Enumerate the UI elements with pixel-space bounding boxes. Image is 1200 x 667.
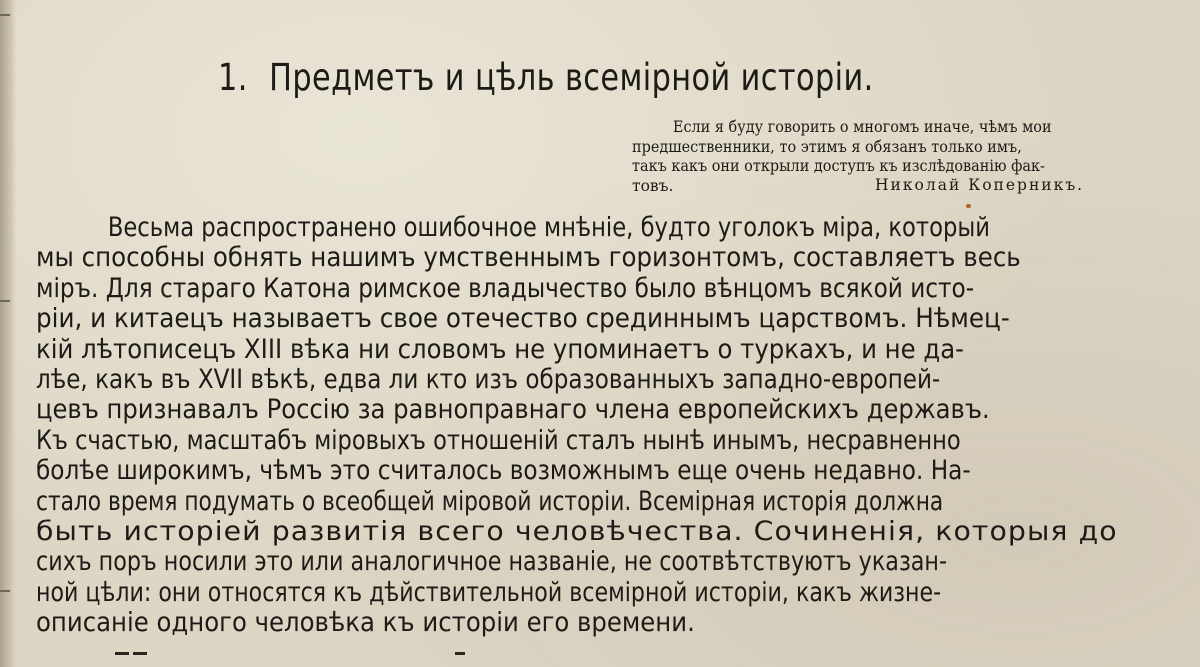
body-paragraph bbox=[36, 213, 1186, 638]
edge-mark bbox=[0, 590, 10, 592]
section-title: Предметъ и цѣль всемірной исторіи. bbox=[269, 56, 874, 99]
paragraph-line: стало время подумать о всеобщей міровой исторіи. Всемірная исторія должна bbox=[36, 485, 944, 517]
paragraph-line: описаніе одного человѣка къ исторіи его времени. bbox=[36, 607, 695, 639]
paragraph-line: сихъ поръ носили это или аналогичное названіе, не соотвѣтствуютъ указан- bbox=[36, 546, 948, 578]
edge-mark bbox=[0, 300, 10, 302]
paragraph-line: ріи, и китаецъ называетъ свое отечество срединнымъ царствомъ. Нѣмец- bbox=[36, 303, 1010, 335]
epigraph-line: товъ. bbox=[632, 176, 674, 195]
next-line-cutoff bbox=[115, 652, 475, 667]
epigraph-line: Если я буду говорить о многомъ иначе, чѣмъ мои bbox=[672, 118, 1052, 136]
paragraph-line: кій лѣтописецъ XIII вѣка ни словомъ не упоминаетъ о туркахъ, и не да- bbox=[36, 333, 964, 365]
paper-speck bbox=[966, 204, 971, 208]
paragraph-line: міръ. Для стараго Катона римское владычество было вѣнцомъ всякой исто- bbox=[36, 272, 975, 304]
section-heading bbox=[218, 54, 874, 102]
section-number: 1. bbox=[218, 56, 248, 99]
epigraph-line: такъ какъ они открыли доступъ къ изслѣдованію фак- bbox=[632, 157, 1045, 175]
paragraph-line: мы способны обнять нашимъ умственнымъ горизонтомъ, составляетъ весь bbox=[36, 242, 1021, 274]
paragraph-line: быть исторіей развитія всего человѣчества. Сочиненія, которыя до bbox=[36, 515, 1118, 547]
epigraph bbox=[632, 118, 1152, 196]
page-gutter-shadow bbox=[0, 0, 16, 667]
paragraph-line: ной цѣли: они относятся къ дѣйствительной всемірной исторіи, какъ жизне- bbox=[36, 576, 942, 608]
edge-mark bbox=[0, 14, 10, 16]
paragraph-line: цевъ признавалъ Россію за равноправнаго члена европейскихъ державъ. bbox=[36, 394, 990, 426]
epigraph-author: Николай Коперникъ. bbox=[875, 176, 1085, 194]
epigraph-line: предшественники, то этимъ я обязанъ только имъ, bbox=[632, 137, 1022, 156]
paragraph-line: болѣе широкимъ, чѣмъ это считалось возможнымъ еще очень недавно. На- bbox=[36, 455, 971, 487]
paragraph-line: Къ счастью, масштабъ міровыхъ отношеній сталъ нынѣ инымъ, несравненно bbox=[36, 424, 961, 456]
paragraph-line: Весьма распространено ошибочное мнѣніе, будто уголокъ міра, который bbox=[107, 212, 990, 243]
paragraph-line: лѣе, какъ въ XVII вѣкѣ, едва ли кто изъ образованныхъ западно-европей- bbox=[36, 363, 941, 395]
